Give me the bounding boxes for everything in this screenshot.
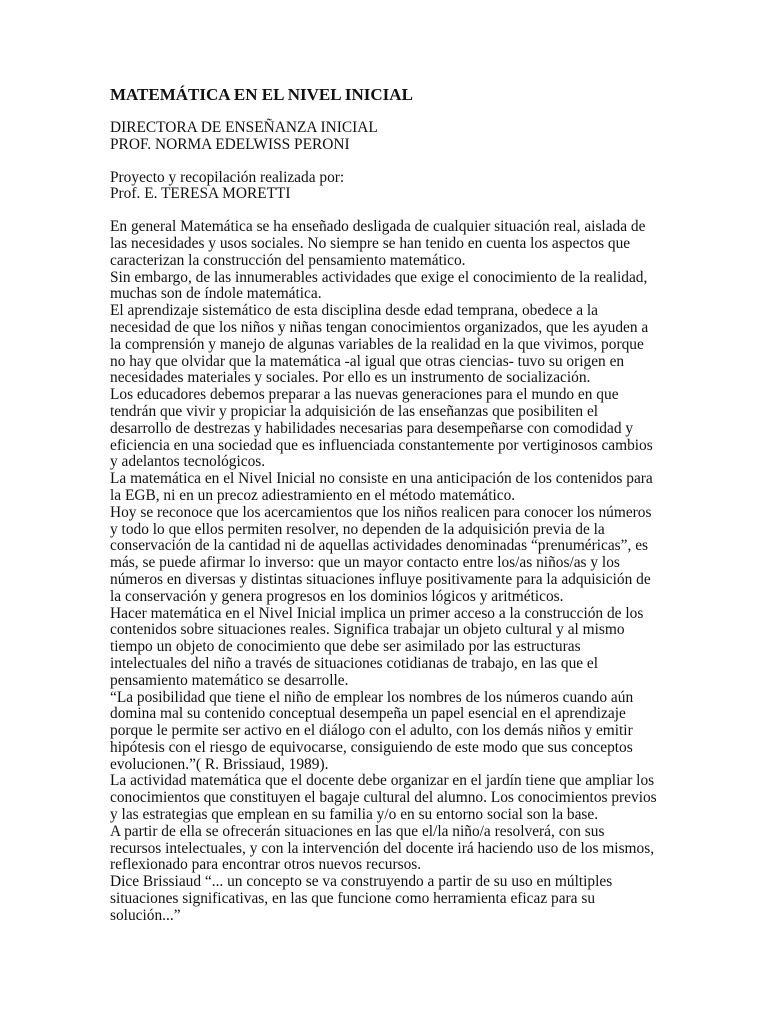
- authority-role: DIRECTORA DE ENSEÑANZA INICIAL: [110, 119, 378, 136]
- paragraph: Hacer matemática en el Nivel Inicial implica un primer acceso a la construcción de los contenidos sobre situaciones reales. Significa trabajar un objeto cultural y al mismo tiempo un objeto de conocimiento que debe ser asimilado por las estructuras intelectuales del niño a través de situaciones cotidianas de trabajo, en las que el pensamiento matemático se desarrolle.: [110, 604, 644, 689]
- paragraph: Sin embargo, de las innumerables actividades que exige el conocimiento de la realidad, muchas son de índole matemática.: [110, 268, 648, 303]
- document-body: [110, 219, 658, 924]
- authority-name: PROF. NORMA EDELWISS PERONI: [110, 135, 350, 153]
- paragraph: En general Matemática se ha enseñado desligada de cualquier situación real, aislada de las necesidades y usos sociales. No siempre se han tenido en cuenta los aspectos que caracterizan la construcción del pensamiento matemático.: [110, 218, 646, 269]
- document-page: [110, 85, 658, 925]
- paragraph: La actividad matemática que el docente debe organizar en el jardín tiene que ampliar los conocimientos que constituyen el bagaje cultural del alumno. Los conocimientos previos y las estrategias que emplean en su familia y/o en su entorno social son la base.: [110, 772, 657, 824]
- paragraph: El aprendizaje sistemático de esta disciplina desde edad temprana, obedece a la necesidad de que los niños y niñas tengan conocimientos organizados, que les ayuden a la comprensión y manejo de algunas variables de la realidad en la que vivimos, porque no hay que olvidar que la matemática -al igual que otras ciencias- tuvo su origen en necesidades materiales y sociales. Por ello es un instrumento de socialización.: [110, 302, 649, 387]
- document-title: MATEMÁTICA EN EL NIVEL INICIAL: [110, 85, 413, 104]
- paragraph: La matemática en el Nivel Inicial no consiste en una anticipación de los contenidos para la EGB, ni en un precoz adiestramiento en el método matemático.: [110, 470, 653, 504]
- paragraph: Hoy se reconoce que los acercamientos que los niños realicen para conocer los números y todo lo que ellos permiten resolver, no dependen de la adquisición previa de la conservación de la cantidad ni de aquellas actividades denominadas “prenuméricas”, es más, se puede afirmar lo inverso: que un mayor contacto entre los/as niños/as y los números en diversas y distintas situaciones influye positivamente para la adquisición de la conservación y genera progresos en los dominios lógicos y aritméticos.: [110, 503, 652, 605]
- paragraph: Los educadores debemos preparar a las nuevas generaciones para el mundo en que tendrán que vivir y propiciar la adquisición de las enseñanzas que posibiliten el desarrollo de destrezas y habilidades necesarias para desempeñarse con comodidad y eficiencia en una sociedad que es influenciada constantemente por vertiginosos cambios y adelantos tecnológicos.: [110, 386, 653, 471]
- compiler-name: Prof. E. TERESA MORETTI: [110, 185, 291, 203]
- compiler-block: [110, 170, 658, 204]
- compiler-label: Proyecto y recopilación realizada por:: [110, 168, 345, 186]
- quote-paragraph: “La posibilidad que tiene el niño de emplear los nombres de los números cuando aún domina mal su contenido conceptual desempeña un papel esencial en el aprendizaje porque le permite ser activo en el diálogo con el adulto, con los demás niños y emitir hipótesis con el riesgo de equivocarse, consiguiendo de este modo que sus conceptos evolucionen.”( R. Brissiaud, 1989).: [110, 688, 634, 773]
- authority-block: [110, 120, 658, 154]
- quote-paragraph: Dice Brissiaud “... un concepto se va construyendo a partir de su uso en múltiples situaciones significativas, en las que funcione como herramienta eficaz para su solución...”: [110, 873, 613, 924]
- paragraph: A partir de ella se ofrecerán situaciones en las que el/la niño/a resolverá, con sus recursos intelectuales, y con la intervención del docente irá haciendo uso de los mismos, reflexionado para encontrar otros nuevos recursos.: [110, 822, 655, 874]
